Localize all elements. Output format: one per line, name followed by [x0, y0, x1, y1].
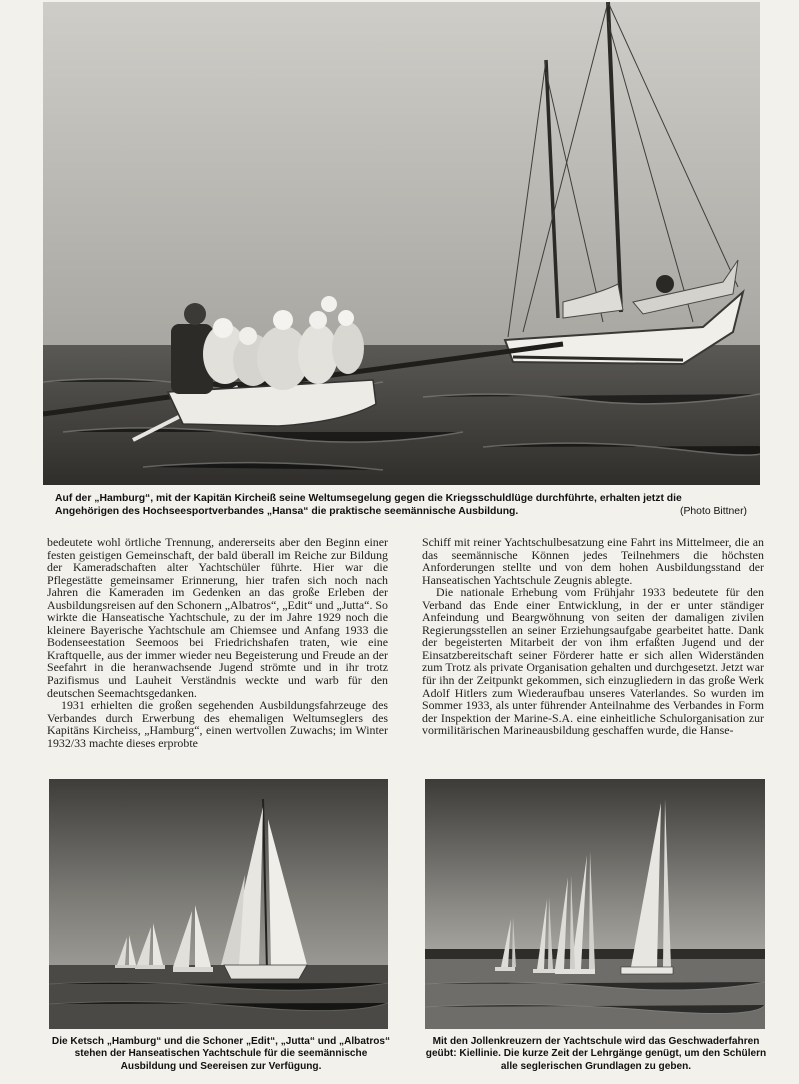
article-paragraph: bedeutete wohl örtliche Trennung, andererseits aber den Beginn einer festen geistigen Gemeinschaft, der bald überall im Reiche zur Bildung der Kameradschaften alter Yachtschüler führte. Hier war die Pflegestätte gemeinsamer Erinnerung, hier trafen sich noch nach Jahren die Kameraden im Gedenken an das große Erleben der Ausbildungsreisen auf den Schonern „Albatros“, „Edit“ und „Jutta“. So wirkte die Hanseatische Yachtschule, zu der im Jahre 1929 noch die kleinere Bayerische Yachtschule am Chiemsee und Anfang 1933 die Bodenseestation Seemoos bei Friedrichshafen traten, wie eine Kraftquelle, aus der immer wieder neu Begeisterung und Freude an der Seefahrt in die heranwachsende Jugend strömte und in ihr trotz Pazifismus und Lauheit Verständnis weckte und warb für den deutschen Seemachtsgedanken.	[47, 535, 388, 700]
article-column-left	[47, 536, 388, 749]
photo-dinghy-cruisers-in-line	[425, 779, 765, 1029]
article-paragraph: 1931 erhielten die großen segehenden Ausbildungsfahrzeuge des Verbandes durch Erwerbung des ehemaligen Weltumseglers des Kapitäns Kircheiss, „Hamburg“, einen wertvollen Zuwachs; im Winter 1932/33 machte dieses erprobte	[47, 698, 388, 750]
article-paragraph: Schiff mit reiner Yachtschulbesatzung eine Fahrt ins Mittelmeer, die an das seemännische Können jedes Teilnehmers die höchsten Anforderungen stellte und von dem hohen Ausbildungsstand der Hanseatischen Yachtschule Zeugnis ablegte.	[422, 535, 764, 587]
photo-hamburg-ketch-with-rowing-boat	[43, 2, 760, 485]
bottom-right-caption-text: Mit den Jollenkreuzern der Yachtschule wird das Geschwaderfahren geübt: Kiellinie. Die kurze Zeit der Lehrgänge genügt, um den Schülern alle seglerischen Grundlagen zu geben.	[425, 1036, 767, 1072]
top-photo-caption-line-1: Auf der „Hamburg“, mit der Kapitän Kircheiß seine Weltumsegelung gegen die Kriegsschuldlüge durchführte, erhalten jetzt die	[55, 493, 682, 504]
article-column-right	[422, 536, 764, 737]
top-photo-caption	[55, 493, 747, 518]
bottom-right-photo-caption	[424, 1036, 768, 1073]
photo-ketch-and-schooners-under-sail	[49, 779, 388, 1029]
bottom-left-caption-text: Die Ketsch „Hamburg“ und die Schoner „Edit“, „Jutta“ und „Albatros“ stehen der Hanseatischen Yachtschule für die seemännische Ausbildung und Seereisen zur Verfügung.	[51, 1036, 391, 1072]
bottom-left-photo-caption	[50, 1036, 392, 1073]
article-paragraph: Die nationale Erhebung vom Frühjahr 1933 bedeutete für den Verband das Ende einer Entwicklung, in der er unter ständiger Anfeindung und Beargwöhnung von seiten der damaligen zivilen Regierungsstellen an seiner Erziehungsaufgabe gearbeitet hatte. Dank der begeisterten Mitarbeit der von ihm erfaßten Jugend und der Einsatzbereitschaft seiner Förderer hatte er sich allen Widerständen zum Trotz als private Organisation gehalten und durchgesetzt. Jetzt war für ihn der Zeitpunkt gekommen, sich einzugliedern in das große Werk Adolf Hitlers zum Wiederaufbau unseres Vaterlandes. So wurden im Sommer 1933, als unter führender Anteilnahme des Verbandes in Form der Inspektion der Marine-S.A. eine einheitliche Schulorganisation zur vormilitärischen Marineausbildung geschaffen wurde, die Hanse-	[422, 585, 764, 738]
photo-credit: (Photo Bittner)	[680, 505, 747, 517]
top-photo-caption-line-2: Angehörigen des Hochseesportverbandes „Hansa“ die praktische seemännische Ausbildung.	[55, 505, 519, 517]
